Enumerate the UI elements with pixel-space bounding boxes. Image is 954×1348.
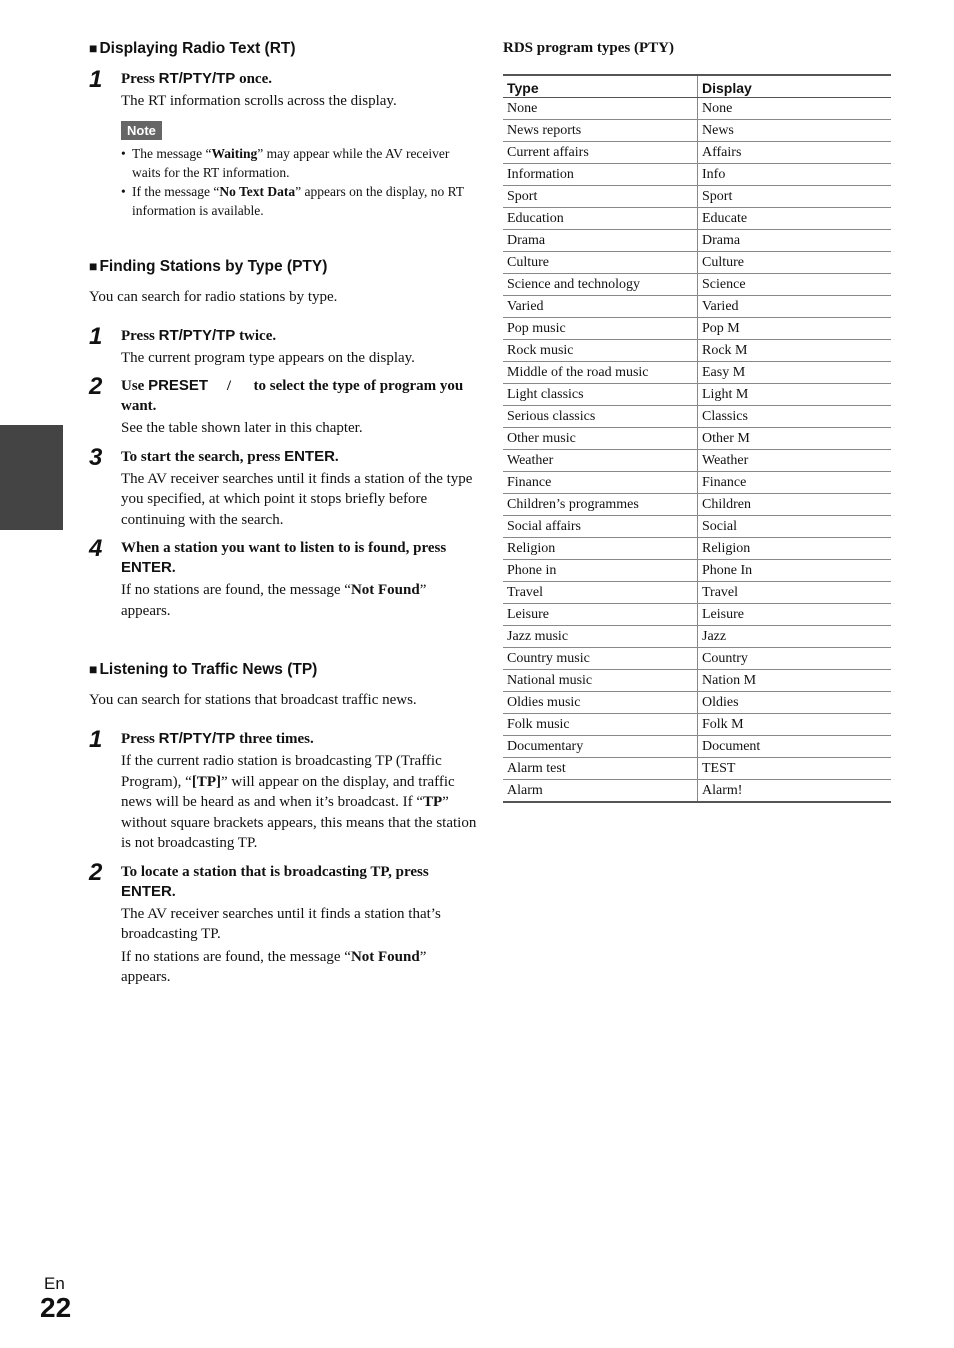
step-number: 1 — [89, 322, 103, 350]
cell-display: Social — [698, 516, 892, 538]
step-number: 1 — [89, 726, 103, 753]
cell-type: Country music — [503, 648, 698, 670]
step-body: The AV receiver searches until it finds a station that’s broadcasting TP. — [121, 905, 441, 942]
right-column — [503, 38, 891, 803]
cell-type: Jazz music — [503, 626, 698, 648]
step-number: 2 — [89, 858, 103, 886]
table-row — [503, 780, 891, 803]
table-body — [503, 98, 891, 803]
square-bullet-icon: ■ — [89, 661, 98, 677]
cell-display: Other M — [698, 428, 892, 450]
section-heading: ■ Displaying Radio Text (RT) — [89, 40, 296, 57]
cell-type: Rock music — [503, 340, 698, 362]
cell-type: Other music — [503, 428, 698, 450]
cell-display: Nation M — [698, 670, 892, 692]
column-header-display: Display — [698, 75, 892, 98]
cell-type: Folk music — [503, 714, 698, 736]
cell-display: Oldies — [698, 692, 892, 714]
step-body: See the table shown later in this chapter. — [121, 420, 363, 436]
pty-table — [503, 74, 891, 803]
cell-type: Culture — [503, 252, 698, 274]
step-number: 2 — [89, 373, 103, 400]
cell-type: Pop music — [503, 318, 698, 340]
table-title: RDS program types (PTY) — [503, 40, 674, 56]
cell-display: None — [698, 98, 892, 120]
cell-display: Finance — [698, 472, 892, 494]
table-row — [503, 670, 891, 692]
table-row — [503, 318, 891, 340]
section-intro: You can search for stations that broadcast traffic news. — [89, 692, 417, 708]
cell-type: Alarm test — [503, 758, 698, 780]
cell-display: Jazz — [698, 626, 892, 648]
cell-display: Culture — [698, 252, 892, 274]
square-bullet-icon: ■ — [89, 40, 98, 56]
section-pty — [89, 256, 479, 622]
section-radio-text — [89, 38, 479, 220]
step-body: If no stations are found, the message “Not Found” appears. — [121, 582, 427, 619]
cell-display: Science — [698, 274, 892, 296]
table-row — [503, 560, 891, 582]
note-list — [121, 144, 479, 220]
cell-display: Folk M — [698, 714, 892, 736]
section-heading: ■ Finding Stations by Type (PTY) — [89, 257, 328, 275]
left-column — [89, 38, 479, 988]
cell-display: Phone In — [698, 560, 892, 582]
table-row — [503, 582, 891, 604]
step-title: To locate a station that is broadcasting TP, press ENTER. — [121, 863, 429, 900]
section-heading: ■ Listening to Traffic News (TP) — [89, 661, 318, 678]
table-row — [503, 736, 891, 758]
cell-type: Alarm — [503, 780, 698, 803]
cell-display: TEST — [698, 758, 892, 780]
cell-display: Travel — [698, 582, 892, 604]
cell-display: Rock M — [698, 340, 892, 362]
step-number: 3 — [89, 443, 103, 471]
step-body: The AV receiver searches until it finds a station of the type you specified, at which point it stops briefly before continuing with the search. — [121, 470, 473, 528]
cell-display: Educate — [698, 208, 892, 230]
table-row — [503, 516, 891, 538]
table-row — [503, 98, 891, 120]
step-body: If no stations are found, the message “Not Found” appears. — [121, 948, 427, 985]
cell-type: Drama — [503, 230, 698, 252]
table-row — [503, 626, 891, 648]
table-row — [503, 274, 891, 296]
table-row — [503, 692, 891, 714]
table-row — [503, 208, 891, 230]
table-row — [503, 296, 891, 318]
step — [89, 535, 479, 621]
cell-display: Easy M — [698, 362, 892, 384]
table-row — [503, 604, 891, 626]
cell-type: Religion — [503, 538, 698, 560]
cell-display: Affairs — [698, 142, 892, 164]
cell-type: Weather — [503, 450, 698, 472]
step-body: If the current radio station is broadcasting TP (Traffic Program), “[TP]” will appear on the display, and traffic news will be heard as and when it’s broadcast. If “TP” without square brackets appears, this means that the station is not broadcasting TP. — [121, 753, 477, 851]
table-row — [503, 538, 891, 560]
cell-type: Information — [503, 164, 698, 186]
table-row — [503, 230, 891, 252]
note-item: • The message “Waiting” may appear while the AV receiver waits for the RT information. — [121, 144, 479, 182]
cell-display: Drama — [698, 230, 892, 252]
cell-display: Varied — [698, 296, 892, 318]
cell-type: Leisure — [503, 604, 698, 626]
cell-type: Oldies music — [503, 692, 698, 714]
cell-display: Country — [698, 648, 892, 670]
step-title: When a station you want to listen to is found, press ENTER. — [121, 540, 447, 576]
cell-type: Sport — [503, 186, 698, 208]
table-row — [503, 252, 891, 274]
step-title: Press RT/PTY/TP three times. — [121, 730, 314, 747]
cell-display: Weather — [698, 450, 892, 472]
table-row — [503, 714, 891, 736]
cell-type: Science and technology — [503, 274, 698, 296]
cell-display: Pop M — [698, 318, 892, 340]
cell-type: Social affairs — [503, 516, 698, 538]
cell-type: Middle of the road music — [503, 362, 698, 384]
table-row — [503, 494, 891, 516]
cell-type: Current affairs — [503, 142, 698, 164]
step-title: Press RT/PTY/TP twice. — [121, 326, 277, 344]
step — [89, 858, 479, 988]
cell-type: Travel — [503, 582, 698, 604]
cell-type: News reports — [503, 120, 698, 142]
step-body: The RT information scrolls across the display. — [121, 93, 397, 109]
table-row — [503, 406, 891, 428]
cell-type: Light classics — [503, 384, 698, 406]
cell-display: News — [698, 120, 892, 142]
square-bullet-icon: ■ — [89, 257, 98, 274]
table-row — [503, 472, 891, 494]
table-row — [503, 164, 891, 186]
step — [89, 443, 479, 531]
cell-type: Children’s programmes — [503, 494, 698, 516]
table-header-row — [503, 75, 891, 98]
cell-type: National music — [503, 670, 698, 692]
cell-display: Religion — [698, 538, 892, 560]
cell-type: Varied — [503, 296, 698, 318]
table-row — [503, 362, 891, 384]
step-number: 4 — [89, 535, 103, 562]
table-row — [503, 142, 891, 164]
cell-display: Info — [698, 164, 892, 186]
table-row — [503, 120, 891, 142]
table-row — [503, 186, 891, 208]
cell-display: Children — [698, 494, 892, 516]
cell-type: Finance — [503, 472, 698, 494]
cell-display: Document — [698, 736, 892, 758]
cell-display: Alarm! — [702, 783, 743, 798]
note-label: Note — [121, 121, 162, 140]
cell-display: Light M — [698, 384, 892, 406]
cell-type: Phone in — [503, 560, 698, 582]
table-row — [503, 758, 891, 780]
cell-type: Serious classics — [503, 406, 698, 428]
note-item: • If the message “No Text Data” appears on the display, no RT information is available. — [121, 182, 479, 220]
cell-display: Classics — [698, 406, 892, 428]
cell-display: Leisure — [698, 604, 892, 626]
step-title: Use PRESET / to select the type of program you want. — [121, 377, 467, 414]
section-traffic-news — [89, 659, 479, 988]
cell-display: Sport — [698, 186, 892, 208]
step — [89, 373, 479, 439]
table-row — [503, 384, 891, 406]
step-title: Press RT/PTY/TP once. — [121, 70, 272, 87]
page-number: 22 — [40, 1292, 72, 1323]
column-header-type: Type — [503, 75, 698, 98]
table-row — [503, 428, 891, 450]
step-title: To start the search, press ENTER. — [121, 447, 339, 465]
table-row — [503, 648, 891, 670]
cell-type: Documentary — [503, 736, 698, 758]
cell-type: Education — [503, 208, 698, 230]
section-intro: You can search for radio stations by type. — [89, 288, 338, 305]
table-row — [503, 340, 891, 362]
step — [89, 726, 479, 854]
table-row — [503, 450, 891, 472]
cell-type: None — [503, 98, 698, 120]
step — [89, 66, 479, 220]
step — [89, 322, 479, 369]
step-body: The current program type appears on the display. — [121, 349, 415, 366]
step-number: 1 — [89, 66, 103, 93]
language-label: En — [44, 1274, 65, 1293]
chapter-tab — [0, 425, 63, 530]
